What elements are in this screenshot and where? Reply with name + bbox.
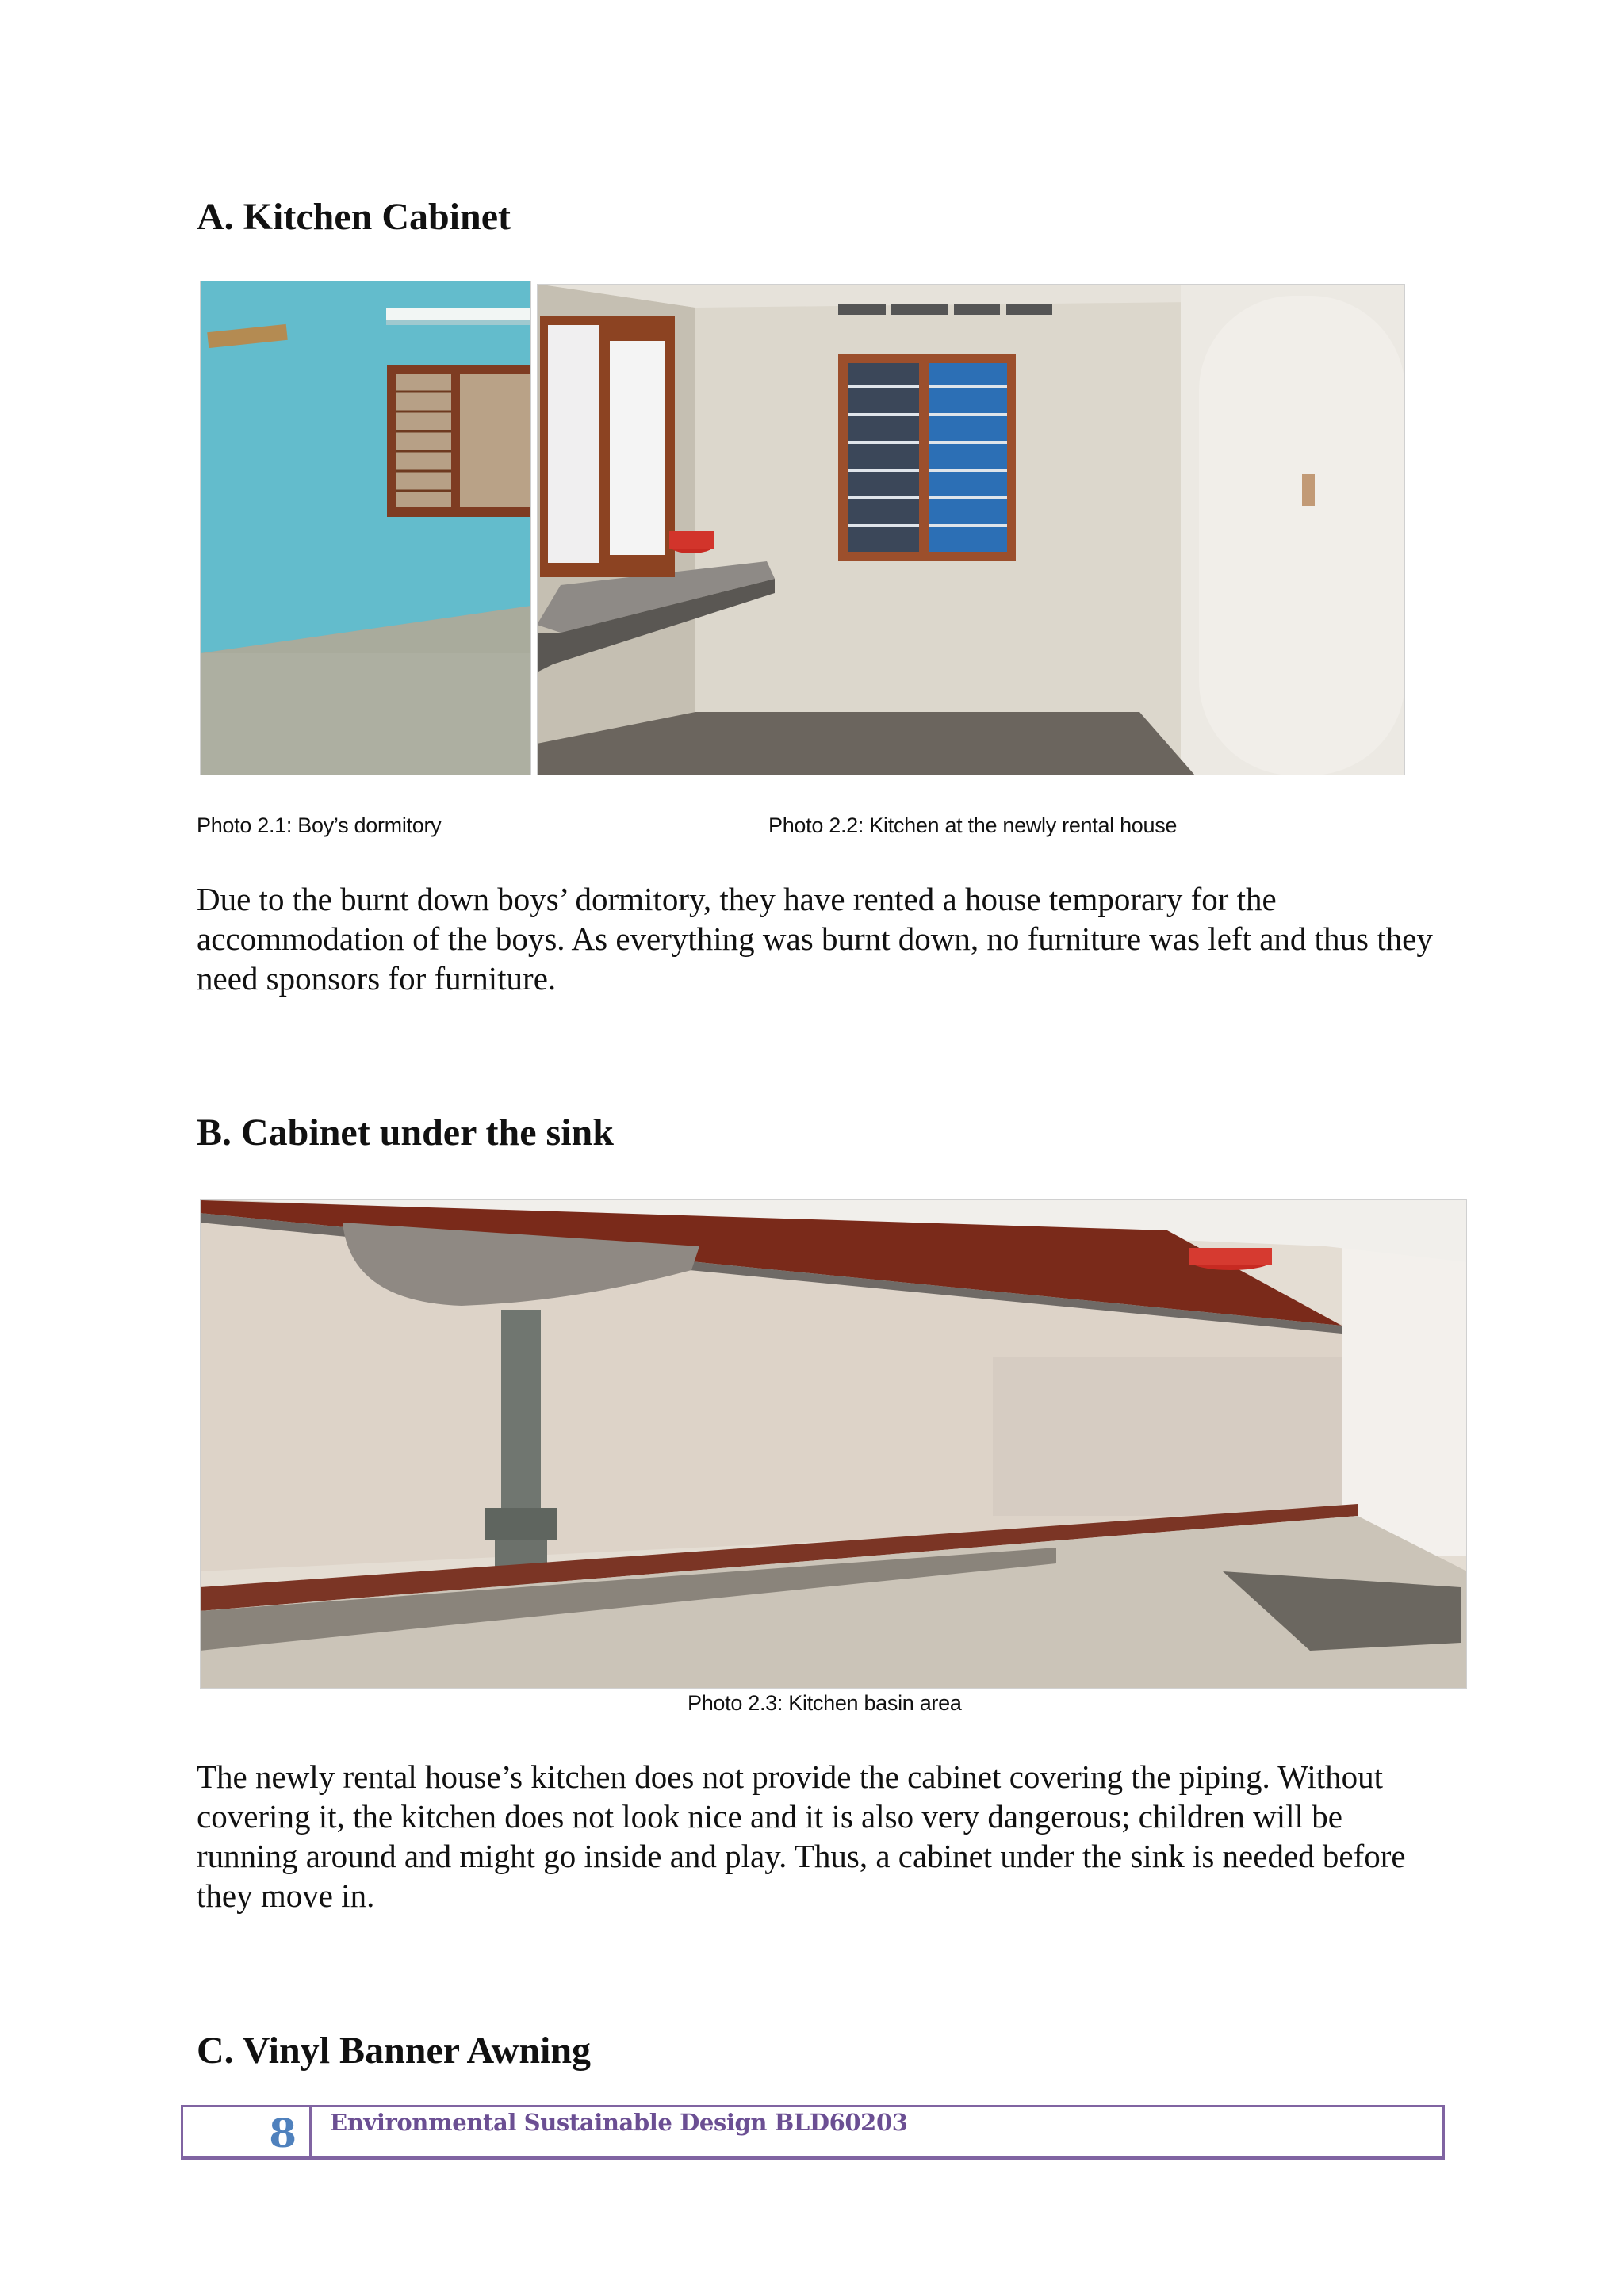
- section-heading-vinyl-banner-awning: C. Vinyl Banner Awning: [197, 2030, 592, 2072]
- photo-kitchen-rental-house: [537, 284, 1405, 775]
- paragraph-kitchen-cabinet: Due to the burnt down boys’ dormitory, they have rented a house temporary for the accommodation of the boys. As everything was burnt down, no furniture was left and thus they need sponsors for furniture.: [197, 881, 1433, 997]
- footer-document-title: Environmental Sustainable Design BLD60203: [330, 2109, 908, 2136]
- photo-caption-2-3: Photo 2.3: Kitchen basin area: [688, 1691, 962, 1715]
- section-heading-cabinet-under-sink: B. Cabinet under the sink: [197, 1112, 614, 1154]
- paragraph-cabinet-under-sink: The newly rental house’s kitchen does not provide the cabinet covering the piping. Without covering it, the kitchen does not look nice and it is also very dangerous; children will be running around and might go inside and play. Thus, a cabinet under the sink is needed before they move in.: [197, 1758, 1406, 1914]
- page-number: 8: [183, 2107, 312, 2156]
- page-footer: [181, 2105, 1445, 2160]
- photo-caption-2-1: Photo 2.1: Boy’s dormitory: [197, 813, 442, 837]
- photo-caption-2-2: Photo 2.2: Kitchen at the newly rental house: [768, 813, 1178, 837]
- photo-boys-dormitory: [200, 281, 531, 775]
- photo-kitchen-basin: [200, 1199, 1467, 1689]
- section-heading-kitchen-cabinet: A. Kitchen Cabinet: [197, 196, 511, 238]
